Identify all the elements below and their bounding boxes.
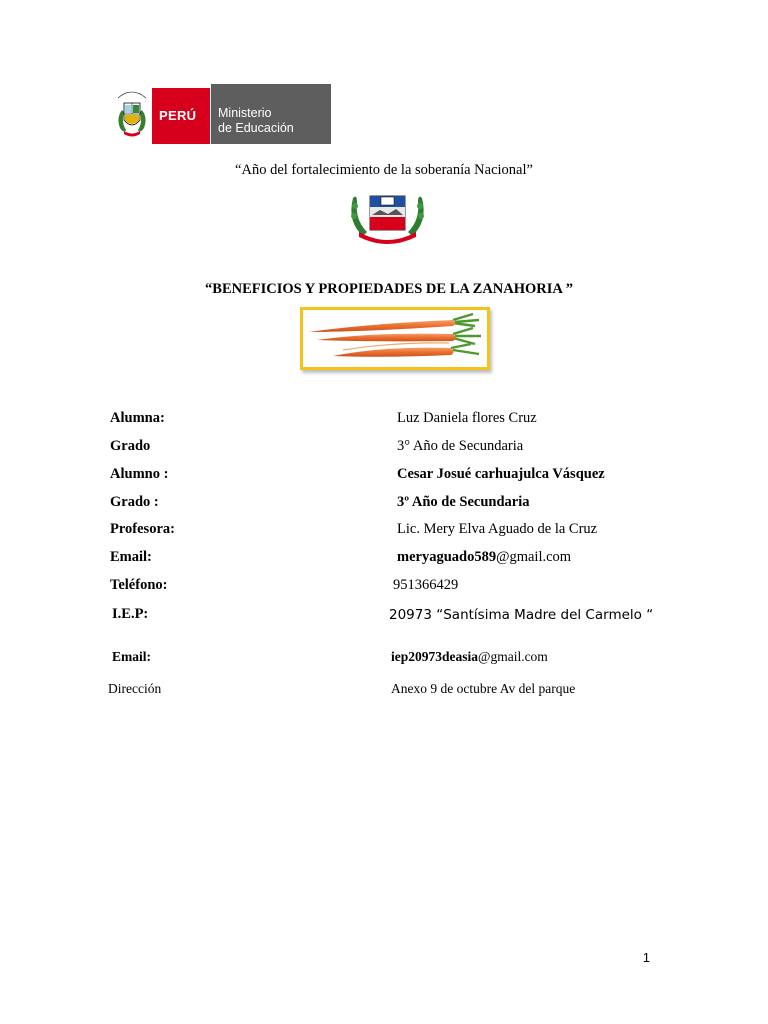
- telefono-label: Teléfono:: [110, 577, 168, 593]
- email2-value: [391, 649, 548, 665]
- grado2-label: Grado :: [110, 494, 159, 510]
- profesora-label: Profesora:: [110, 521, 175, 537]
- telefono-value: 951366429: [393, 577, 459, 593]
- profesora-value: Lic. Mery Elva Aguado de la Cruz: [397, 521, 598, 537]
- email2-label: Email:: [112, 649, 151, 664]
- email1-user: meryaguado589: [397, 549, 497, 565]
- email2-domain: @gmail.com: [478, 649, 548, 664]
- alumna-value: Luz Daniela flores Cruz: [397, 410, 537, 426]
- document-title: “BENEFICIOS Y PROPIEDADES DE LA ZANAHORIA ”: [205, 281, 573, 297]
- ministry-logo: [112, 84, 331, 144]
- direccion-label: Dirección: [108, 681, 162, 696]
- page-number: 1: [642, 950, 650, 965]
- alumno-label: Alumno :: [110, 466, 169, 482]
- logo-country-text: PERÚ: [159, 108, 197, 123]
- email1-domain: @gmail.com: [496, 549, 572, 565]
- alumna-label: Alumna:: [110, 410, 165, 426]
- logo-ministry-text: Ministerio de Educación: [218, 106, 294, 135]
- email1-value: [397, 549, 571, 566]
- school-emblem-icon: [345, 188, 430, 248]
- carrot-image: [300, 307, 490, 370]
- iep-value: 20973 “Santísima Madre del Carmelo “: [389, 607, 654, 623]
- direccion-value: Anexo 9 de octubre Av del parque: [391, 681, 576, 696]
- iep-label: I.E.P:: [112, 606, 149, 622]
- peru-coat-of-arms-icon: [112, 84, 152, 144]
- year-motto: “Año del fortalecimiento de la soberanía Nacional”: [235, 162, 533, 178]
- email2-user: iep20973deasia: [391, 649, 479, 664]
- grado1-value: 3° Año de Secundaria: [397, 438, 524, 454]
- alumno-value: Cesar Josué carhuajulca Vásquez: [397, 466, 605, 482]
- grado2-value: 3º Año de Secundaria: [397, 494, 530, 510]
- email1-label: Email:: [110, 549, 152, 565]
- grado1-label: Grado: [110, 438, 151, 454]
